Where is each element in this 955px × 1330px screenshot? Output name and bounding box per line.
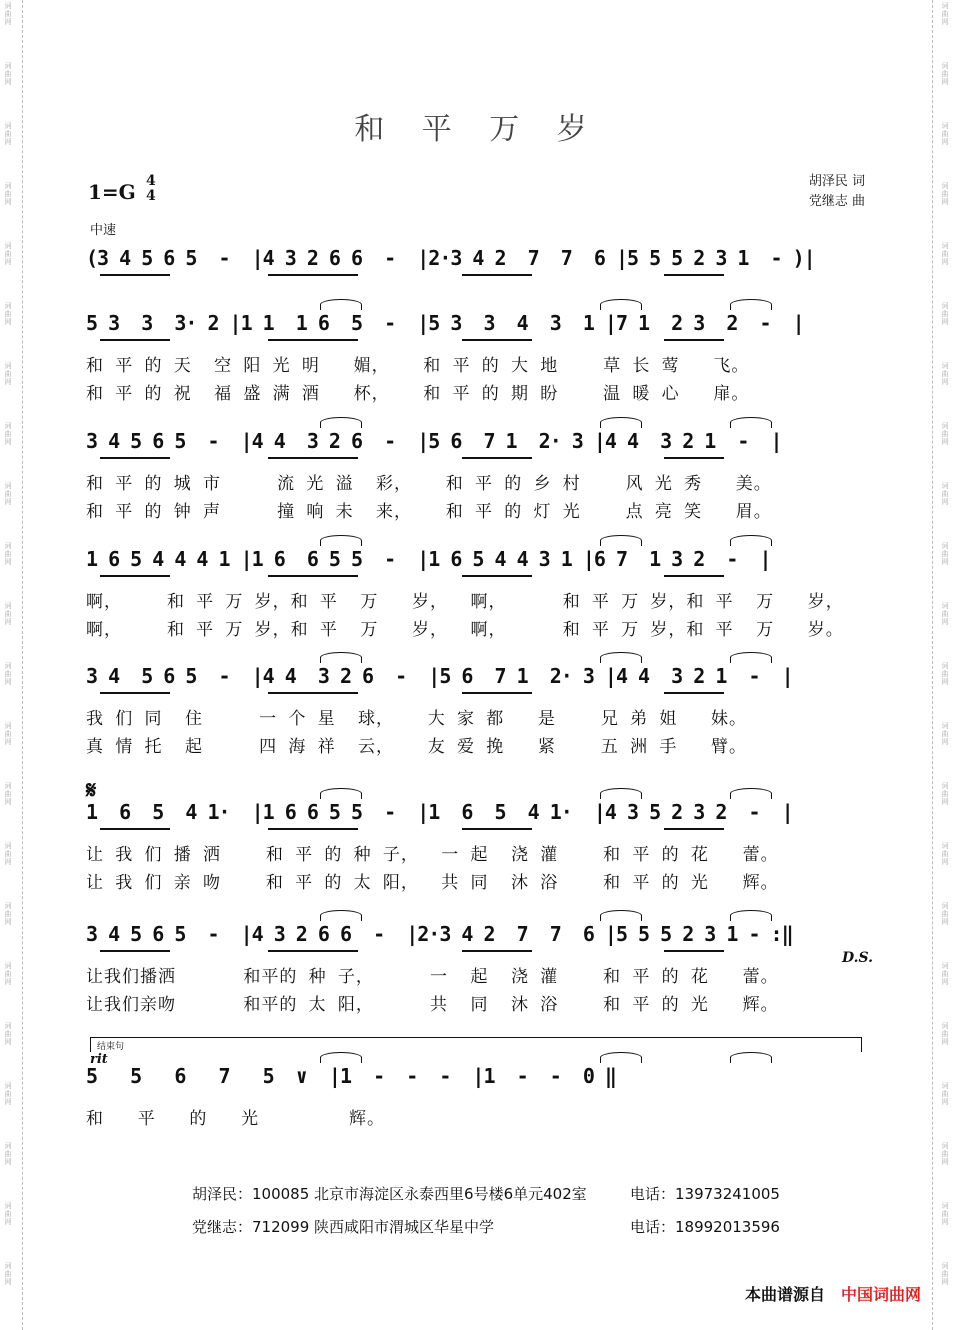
watermark-text: 词 曲 网: [941, 1202, 949, 1226]
contact-phone: 电话：18992013596: [630, 1218, 780, 1236]
watermark-text: 词 曲 网: [4, 1142, 12, 1166]
slur-mark: [730, 417, 772, 428]
watermark-text: 词 曲 网: [941, 422, 949, 446]
slur-mark: [600, 417, 642, 428]
dal-segno-mark: D.S.: [842, 950, 874, 966]
slur-mark: [320, 788, 362, 799]
slur-mark: [730, 910, 772, 921]
lyric-verse-2: 和 平 的 钟 声 撞 响 未 来， 和 平 的 灯 光 点 亮 笑 眉。: [86, 502, 772, 522]
watermark-text: 词 曲 网: [941, 362, 949, 386]
beam-underline: [462, 575, 532, 577]
slur-mark: [600, 299, 642, 310]
slur-mark: [730, 1052, 772, 1063]
watermark-text: 词 曲 网: [941, 302, 949, 326]
contact-lyricist: 胡泽民：100085 北京市海淀区永泰西里6号楼6单元402室 电话：13973241005: [192, 1185, 780, 1203]
lyric-verse-2: 真 情 托 起 四 海 祥 云， 友 爱 挽 紧 五 洲 手 臂。: [86, 737, 748, 757]
notation-line: 5 5 6 7 5 ∨ |1 - - - |1 - - 0 ‖: [86, 1064, 616, 1088]
contact-phone: 电话：13973241005: [630, 1185, 780, 1203]
slur-mark: [730, 788, 772, 799]
beam-underline: [664, 339, 724, 341]
slur-mark: [600, 652, 642, 663]
tempo-marking: 中速: [90, 223, 117, 238]
lyric-verse-2: 啊， 和 平 万 岁，和 平 万 岁， 啊， 和 平 万 岁，和 平 万 岁。: [86, 620, 844, 640]
ending-bracket: [90, 1037, 862, 1052]
watermark-text: 词 曲 网: [941, 1262, 949, 1286]
notation-line: (3 4 5 6 5 - |4 3 2 6 6 - |2·3 4 2 7 7 6 |5 5 5 2 3 1 - )|: [86, 246, 815, 270]
watermark-text: 词 曲 网: [941, 482, 949, 506]
slur-mark: [320, 910, 362, 921]
beam-underline: [100, 575, 170, 577]
beam-underline: [664, 692, 724, 694]
lyric-verse-1: 和 平 的 光 辉。: [86, 1109, 385, 1129]
watermark-text: 词 曲 网: [4, 482, 12, 506]
credits: [809, 172, 865, 212]
source-site-link[interactable]: 中国词曲网: [840, 1285, 921, 1304]
slur-mark: [320, 1052, 362, 1063]
beam-underline: [462, 339, 532, 341]
lyric-verse-1: 和 平 的 城 市 流 光 溢 彩， 和 平 的 乡 村 风 光 秀 美。: [86, 474, 772, 494]
beam-underline: [664, 828, 724, 830]
watermark-text: 词 曲 网: [941, 1022, 949, 1046]
beam-underline: [100, 692, 170, 694]
notation-line: 5 3 3 3· 2 |1 1 1 6 5 - |5 3 3 4 3 1 |7 1 2 3 2 - |: [86, 311, 804, 335]
source-credit: 本曲谱源自 中国词曲网: [744, 1285, 921, 1304]
key-signature: [88, 173, 156, 204]
watermark-text: 词 曲 网: [4, 962, 12, 986]
watermark-text: 词 曲 网: [4, 182, 12, 206]
notation-line: 1 6 5 4 1· |1 6 6 5 5 - |1 6 5 4 1· |4 3 5 2 3 2 - |: [86, 800, 793, 824]
beam-underline: [664, 950, 724, 952]
watermark-text: 词 曲 网: [4, 902, 12, 926]
watermark-text: 词 曲 网: [4, 842, 12, 866]
lyric-verse-1: 让 我 们 播 洒 和 平 的 种 子， 一 起 浇 灌 和 平 的 花 蕾。: [86, 845, 779, 865]
beam-underline: [664, 575, 724, 577]
beam-underline: [462, 274, 532, 276]
watermark-text: 词 曲 网: [941, 62, 949, 86]
watermark-text: 词 曲 网: [941, 962, 949, 986]
watermark-text: 词 曲 网: [4, 1082, 12, 1106]
beam-underline: [268, 828, 358, 830]
slur-mark: [600, 535, 642, 546]
beam-underline: [664, 274, 724, 276]
lyric-verse-2: 和 平 的 祝 福 盛 满 酒 杯， 和 平 的 期 盼 温 暖 心 扉。: [86, 384, 750, 404]
beam-underline: [100, 828, 170, 830]
beam-underline: [268, 457, 358, 459]
beam-underline: [100, 950, 170, 952]
slur-mark: [320, 652, 362, 663]
watermark-text: 词 曲 网: [4, 422, 12, 446]
notation-line: 3 4 5 6 5 - |4 4 3 2 6 - |5 6 7 1 2· 3 |4 4 3 2 1 - |: [86, 429, 782, 453]
beam-underline: [268, 575, 358, 577]
watermark-text: 词 曲 网: [4, 1202, 12, 1226]
watermark-text: 词 曲 网: [941, 842, 949, 866]
beam-underline: [462, 828, 532, 830]
notation-line: 3 4 5 6 5 - |4 3 2 6 6 - |2·3 4 2 7 7 6 |5 5 5 2 3 1 - :‖: [86, 922, 793, 946]
lyricist-credit: 胡泽民 词: [808, 174, 865, 189]
beam-underline: [268, 339, 358, 341]
lyric-verse-1: 我 们 同 住 一 个 星 球， 大 家 都 是 兄 弟 姐 妹。: [86, 709, 748, 729]
key-label: 1=G: [88, 180, 136, 204]
watermark-text: 词 曲 网: [941, 542, 949, 566]
watermark-text: 词 曲 网: [4, 122, 12, 146]
watermark-text: 词 曲 网: [941, 722, 949, 746]
slur-mark: [730, 652, 772, 663]
watermark-text: 词 曲 网: [4, 1262, 12, 1286]
watermark-text: 词 曲 网: [4, 302, 12, 326]
slur-mark: [600, 1052, 642, 1063]
beam-underline: [100, 339, 170, 341]
slur-mark: [730, 535, 772, 546]
beam-underline: [268, 950, 358, 952]
watermark-text: 词 曲 网: [4, 2, 12, 26]
ritardando-mark: rit: [90, 1052, 108, 1067]
watermark-text: 词 曲 网: [941, 902, 949, 926]
watermark-text: 词 曲 网: [4, 62, 12, 86]
slur-mark: [320, 417, 362, 428]
watermark-text: 词 曲 网: [941, 782, 949, 806]
notation-line: 3 4 5 6 5 - |4 4 3 2 6 - |5 6 7 1 2· 3 |4 4 3 2 1 - |: [86, 664, 793, 688]
beam-underline: [462, 950, 532, 952]
lyric-verse-1: 让我们播洒 和平的 种 子， 一 起 浇 灌 和 平 的 花 蕾。: [86, 967, 779, 987]
beam-underline: [268, 274, 358, 276]
beam-underline: [462, 692, 532, 694]
ending-label: 结束句: [97, 1042, 125, 1052]
watermark-text: 词 曲 网: [941, 602, 949, 626]
beam-underline: [268, 692, 358, 694]
watermark-text: 词 曲 网: [4, 542, 12, 566]
watermark-text: 词 曲 网: [4, 662, 12, 686]
lyric-verse-1: 和 平 的 天 空 阳 光 明 媚， 和 平 的 大 地 草 长 莺 飞。: [86, 356, 750, 376]
watermark-text: 词 曲 网: [941, 122, 949, 146]
lyric-verse-2: 让 我 们 亲 吻 和 平 的 太 阳， 共 同 沐 浴 和 平 的 光 辉。: [86, 873, 779, 893]
watermark-text: 词 曲 网: [941, 2, 949, 26]
slur-mark: [730, 299, 772, 310]
time-signature: 4 4: [146, 173, 156, 204]
slur-mark: [600, 788, 642, 799]
watermark-text: 词 曲 网: [4, 1022, 12, 1046]
beam-underline: [100, 457, 170, 459]
contact-composer: 党继志：712099 陕西咸阳市渭城区华星中学 电话：18992013596: [192, 1218, 780, 1236]
segno-sign: 𝄋: [86, 776, 97, 804]
beam-underline: [462, 457, 532, 459]
notation-line: 1 6 5 4 4 4 1 |1 6 6 5 5 - |1 6 5 4 4 3 1 |6 7 1 3 2 - |: [86, 547, 771, 571]
lyric-verse-1: 啊， 和 平 万 岁，和 平 万 岁， 啊， 和 平 万 岁，和 平 万 岁，: [86, 592, 844, 612]
slur-mark: [320, 299, 362, 310]
beam-underline: [664, 457, 724, 459]
beam-underline: [100, 274, 170, 276]
watermark-text: 词 曲 网: [941, 1142, 949, 1166]
watermark-text: 词 曲 网: [4, 722, 12, 746]
slur-mark: [320, 535, 362, 546]
watermark-text: 词 曲 网: [4, 242, 12, 266]
lyric-verse-2: 让我们亲吻 和平的 太 阳， 共 同 沐 浴 和 平 的 光 辉。: [86, 995, 779, 1015]
slur-mark: [600, 910, 642, 921]
composer-credit: 党继志 曲: [808, 194, 865, 209]
watermark-text: 词 曲 网: [941, 1082, 949, 1106]
watermark-text: 词 曲 网: [941, 182, 949, 206]
watermark-text: 词 曲 网: [4, 362, 12, 386]
watermark-text: 词 曲 网: [941, 242, 949, 266]
song-title: 和 平 万 岁: [354, 112, 601, 147]
watermark-text: 词 曲 网: [941, 662, 949, 686]
watermark-text: 词 曲 网: [4, 602, 12, 626]
watermark-text: 词 曲 网: [4, 782, 12, 806]
